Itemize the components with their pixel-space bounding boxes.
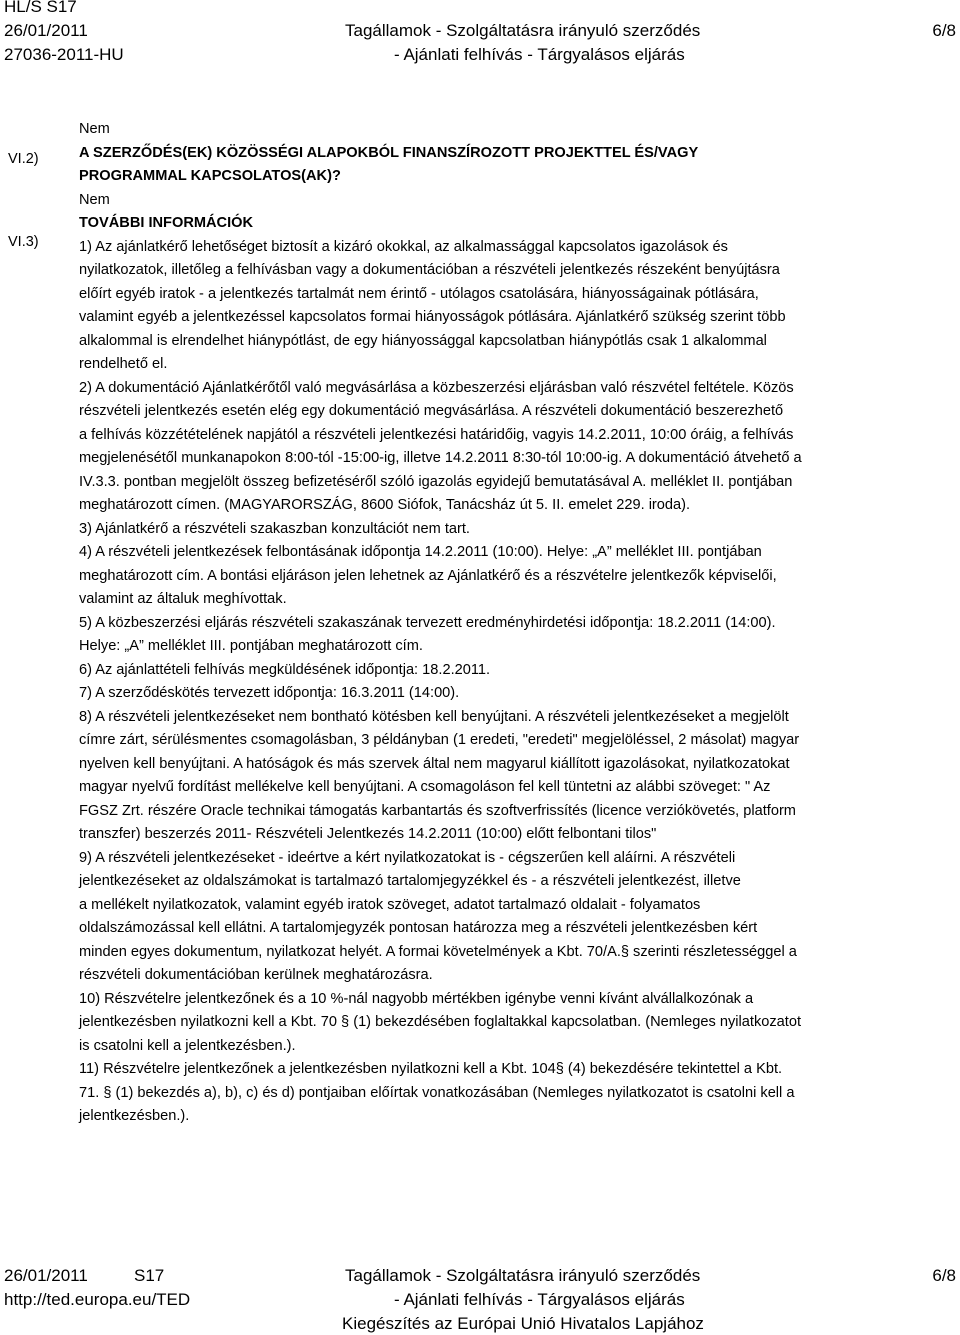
footer-series: S17 xyxy=(134,1266,165,1285)
text-line: a mellékelt nyilatkozatok, valamint egyéb iratok szöveget, adatot tartalmazó oldalait - folyamatos xyxy=(79,896,701,913)
footer-page-number: 6/8 xyxy=(932,1266,956,1285)
text-line: címre zárt, sérülésmentes csomagolásban, 3 példányban (1 eredeti, "eredeti" megjelöléssel, 2 másolat) magyar xyxy=(79,732,800,748)
text-line: 5) A közbeszerzési eljárás részvételi szakaszának tervezett eredményhirdetési időpontja: 18.2.2011 (14:00). xyxy=(79,614,776,631)
text-line: 8) A részvételi jelentkezéseket nem bontható kötésben kell benyújtani. A részvételi jelentkezéseket a megjelölt xyxy=(79,708,789,725)
footer-subtitle: - Ajánlati felhívás - Tárgyalásos eljárás xyxy=(394,1290,685,1309)
text-line: nyilatkozatok, illetőleg a felhívásban vagy a dokumentációban a részvételi jelentkezés részeként benyújtásra xyxy=(79,262,780,278)
text-line: rendelhető el. xyxy=(79,356,168,372)
text-line: FGSZ Zrt. részére Oracle technikai támogatás karbantartás és szoftverfrissítés (licence verziókövetés, platform xyxy=(79,802,796,819)
text-line: a felhívás közzétételének napjától a részvételi jelentkezési határidőig, vagyis 14.2.2011, 10:00 óráig, a felhívás xyxy=(79,426,794,443)
text-line: részvételi dokumentációban kerülnek meghatározásra. xyxy=(79,967,433,983)
text-line: 11) Részvételre jelentkezőnek a jelentkezésben nyilatkozni kell a Kbt. 104§ (4) bekezdésére tekintettel a Kbt. xyxy=(79,1061,783,1077)
text-line: 71. § (1) bekezdés a), b), c) és d) pontjaiban előírtak vonatkozásában (Nemleges nyilatkozatot is csatolni kell a xyxy=(79,1084,795,1101)
text-line: 7) A szerződéskötés tervezett időpontja: 16.3.2011 (14:00). xyxy=(79,685,460,701)
footer-date: 26/01/2011 xyxy=(4,1266,88,1285)
text-line: Nem xyxy=(79,121,110,137)
text-line: jelentkezéseket az oldalszámokat is tartalmazó tartalomjegyzékkel és - a részvételi jelentkezést, illetve xyxy=(79,873,741,889)
text-line: is csatolni kell a jelentkezésben.). xyxy=(79,1037,296,1054)
text-line: meghatározott címen. (MAGYARORSZÁG, 8600 Siófok, Tanácsház út 5. II. emelet 229. iroda). xyxy=(79,497,691,513)
text-line: 6) Az ajánlattételi felhívás megküldésének időpontja: 18.2.2011. xyxy=(79,661,491,678)
header-subtitle: - Ajánlati felhívás - Tárgyalásos eljárás xyxy=(394,45,685,64)
footer-journal-note: Kiegészítés az Európai Unió Hivatalos Lapjához xyxy=(342,1314,704,1333)
footer-title: Tagállamok - Szolgáltatásra irányuló szerződés xyxy=(345,1266,701,1285)
text-line: Nem xyxy=(79,191,110,208)
section-heading-line: A SZERZŐDÉS(EK) KÖZÖSSÉGI ALAPOKBÓL FINANSZÍROZOTT PROJEKTTEL ÉS/VAGY xyxy=(79,144,699,161)
header-date: 26/01/2011 xyxy=(4,21,88,40)
text-line: jelentkezésben nyilatkozni kell a Kbt. 70 § (1) bekezdésében foglaltakkal kapcsolatban. (Nemleges nyilatkozatot xyxy=(79,1014,801,1030)
text-line: nyelven kell benyújtani. A hatóságok és más szervek által nem magyarul kiállított igazolásokat, nyilatkozatokat xyxy=(79,755,790,772)
header-page-number: 6/8 xyxy=(932,21,956,40)
header-title: Tagállamok - Szolgáltatásra irányuló szerződés xyxy=(345,21,701,40)
section-heading-line: PROGRAMMAL KAPCSOLATOS(AK)? xyxy=(79,168,341,184)
text-line: 3) Ajánlatkérő a részvételi szakaszban konzultációt nem tart. xyxy=(79,520,470,537)
text-line: meghatározott cím. A bontási eljáráson jelen lehetnek az Ajánlatkérő és a részvételre jelentkezők képviselői, xyxy=(79,567,777,584)
text-line: 4) A részvételi jelentkezések felbontásának időpontja 14.2.2011 (10:00). Helye: „A” melléklet III. pontjában xyxy=(79,544,762,560)
footer-url: http://ted.europa.eu/TED xyxy=(4,1290,191,1309)
text-line: magyar nyelvű fordítást mellékelve kell benyújtani. A csomagoláson fel kell tüntetni az alábbi szöveget: " Az xyxy=(79,779,771,795)
text-line: alkalommal is elrendelhet hiánypótlást, de egy hiányossággal kapcsolatban hiánypótlás csak 1 alkalommal xyxy=(79,332,767,349)
document-body xyxy=(79,118,955,1129)
text-line: 1) Az ajánlatkérő lehetőséget biztosít a kizáró okokkal, az alkalmassággal kapcsolatos igazolások és xyxy=(79,238,728,255)
document-number: 27036-2011-HU xyxy=(4,45,124,64)
text-line: 10) Részvételre jelentkezőnek és a 10 %-nál nagyobb mértékben igénybe venni kívánt alvállalkozónak a xyxy=(79,990,754,1007)
text-line: IV.3.3. pontban megjelölt összeg befizetéséről szóló igazolás egyidejű bemutatásával A. melléklet II. pontjában xyxy=(79,473,793,490)
section-label-vi3: VI.3) xyxy=(8,234,39,250)
page-header xyxy=(0,0,960,70)
page-footer xyxy=(0,1260,960,1334)
text-line: valamint egyéb a jelentkezéssel kapcsolatos formai hiányosságok pótlására. Ajánlatkérő szükség szerint több xyxy=(79,309,786,325)
text-line: Helye: „A” melléklet III. pontjában meghatározott cím. xyxy=(79,638,423,654)
section-heading-line: TOVÁBBI INFORMÁCIÓK xyxy=(79,215,254,231)
text-line: valamint az általuk meghívottak. xyxy=(79,591,287,607)
section-label-vi2: VI.2) xyxy=(8,151,39,167)
text-line: minden egyes dokumentum, nyilatkozat helyét. A formai követelmények a Kbt. 70/A.§ szerinti részletességgel a xyxy=(79,943,797,960)
text-line: részvételi jelentkezés esetén elég egy dokumentáció megvásárlása. A részvételi dokumentáció beszerezhető xyxy=(79,403,784,419)
text-line: transzfer) beszerzés 2011- Részvételi Jelentkezés 14.2.2011 (10:00) előtt felbontani tilos" xyxy=(79,826,657,842)
text-line: oldalszámozással kell ellátni. A tartalomjegyzék pontosan határozza meg a részvételi jelentkezésben kért xyxy=(79,920,758,936)
journal-code: HL/S S17 xyxy=(4,0,77,16)
text-line: jelentkezésben.). xyxy=(79,1108,190,1124)
text-line: előírt egyéb iratok - a jelentkezés tartalmát nem érintő - utólagos csatolására, hiányosságainak pótlására, xyxy=(79,285,759,302)
text-line: megjelenésétől munkanapokon 8:00-tól -15:00-ig, illetve 14.2.2011 8:30-tól 10:00-ig. A dokumentáció átvehető a xyxy=(79,450,802,466)
text-line: 9) A részvételi jelentkezéseket - ideértve a kért nyilatkozatokat is - cégszerűen kell aláírni. A részvételi xyxy=(79,849,736,866)
text-line: 2) A dokumentáció Ajánlatkérőtől való megvásárlása a közbeszerzési eljárásban való részvétel feltétele. Közös xyxy=(79,379,794,396)
